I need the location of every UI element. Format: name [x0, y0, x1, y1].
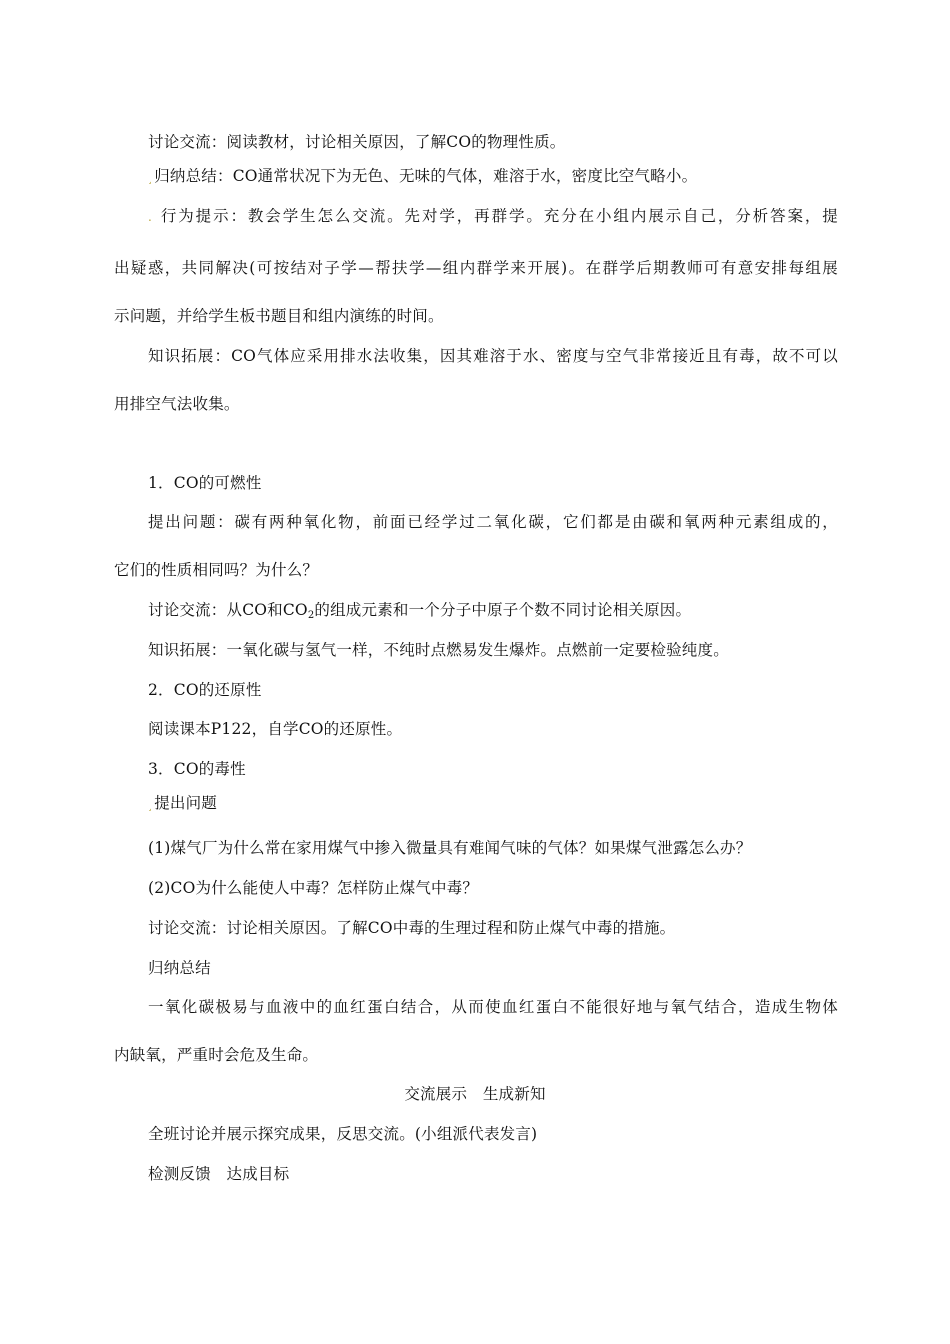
paragraph-summary-label	[148, 958, 211, 978]
paragraph-discussion-poisoning	[148, 918, 675, 938]
paragraph-text: 内缺氧，严重时会危及生命。	[114, 1046, 319, 1064]
heading-text: 交流展示 生成新知	[404, 1085, 546, 1103]
revision-mark-icon: ˼	[148, 797, 153, 811]
paragraph-text: 全班讨论并展示探究成果，反思交流。(小组派代表发言)	[148, 1125, 538, 1143]
paragraph-knowledge-explosion	[148, 640, 729, 660]
paragraph-text: 提出问题：碳有两种氧化物，前面已经学过二氧化碳，它们都是由碳和氧两种元素组成的，	[148, 513, 838, 531]
paragraph-text: 示问题，并给学生板书题目和组内演练的时间。	[114, 307, 444, 325]
paragraph-text: 知识拓展：一氧化碳与氢气一样，不纯时点燃易发生爆炸。点燃前一定要检验纯度。	[148, 641, 729, 659]
paragraph-summary-hemoglobin-line2	[114, 1045, 318, 1065]
paragraph-question-1	[148, 838, 751, 858]
paragraph-text: 归纳总结	[148, 959, 211, 977]
paragraph-summary-hemoglobin-line1	[148, 997, 838, 1017]
paragraph-raise-question	[148, 793, 217, 814]
heading-text: 1．CO的可燃性	[148, 474, 262, 492]
paragraph-text: 出疑惑，共同解决(可按结对子学—帮扶学—组内群学来开展)。在群学后期教师可有意安排每组展	[114, 259, 838, 277]
paragraph-text: 讨论交流：讨论相关原因。了解CO中毒的生理过程和防止煤气中毒的措施。	[148, 919, 676, 937]
paragraph-text: 知识拓展：CO气体应采用排水法收集，因其难溶于水、密度与空气非常接近且有毒，故不可以	[148, 347, 838, 365]
paragraph-text: 行为提示：教会学生怎么交流。先对学，再群学。充分在小组内展示自己，分析答案，提	[160, 207, 838, 225]
subscript-two: 2	[307, 610, 315, 621]
paragraph-text: 阅读课本P122，自学CO的还原性。	[148, 720, 403, 738]
paragraph-text: 检测反馈 达成目标	[148, 1165, 290, 1183]
paragraph-question-oxides-line1	[148, 512, 838, 532]
paragraph-text: 它们的性质相同吗？为什么？	[114, 561, 319, 579]
revision-mark-icon: ˼	[148, 170, 153, 184]
heading-toxicity	[148, 759, 246, 779]
paragraph-text: (1)煤气厂为什么常在家用煤气中掺入微量具有难闻气味的气体？如果煤气泄露怎么办？	[148, 839, 752, 857]
paragraph-text: 讨论交流：阅读教材，讨论相关原因，了解CO的物理性质。	[148, 133, 566, 151]
paragraph-knowledge-collection-line1	[148, 346, 838, 366]
paragraph-discussion-physical	[148, 132, 565, 152]
paragraph-detection-feedback	[148, 1164, 289, 1184]
paragraph-question-oxides-line2	[114, 560, 318, 580]
paragraph-read-textbook	[148, 719, 402, 739]
paragraph-class-discussion	[148, 1124, 537, 1144]
paragraph-behavior-hint-line3	[114, 306, 444, 326]
heading-text: 2．CO的还原性	[148, 681, 262, 699]
paragraph-text: 用排空气法收集。	[114, 395, 240, 413]
paragraph-text: 的组成元素和一个分子中原子个数不同讨论相关原因。	[314, 601, 692, 619]
heading-flammability	[148, 473, 262, 493]
paragraph-text: (2)CO为什么能使人中毒？怎样防止煤气中毒？	[148, 879, 479, 897]
paragraph-question-2	[148, 878, 478, 898]
paragraph-text: 提出问题	[154, 794, 218, 812]
paragraph-text: 归纳总结：CO通常状况下为无色、无味的气体，难溶于水，密度比空气略小。	[154, 167, 698, 185]
paragraph-summary-physical	[148, 166, 697, 187]
section-heading-exchange	[0, 1084, 950, 1104]
paragraph-behavior-hint-line1	[148, 206, 838, 227]
heading-reducibility	[148, 680, 262, 700]
paragraph-knowledge-collection-line2	[114, 394, 240, 414]
paragraph-text: 讨论交流：从CO和CO	[148, 601, 308, 619]
paragraph-discussion-composition	[148, 600, 691, 620]
revision-mark-icon: .	[148, 210, 153, 224]
paragraph-text: 一氧化碳极易与血液中的血红蛋白结合，从而使血红蛋白不能很好地与氧气结合，造成生物体	[148, 998, 838, 1016]
paragraph-behavior-hint-line2	[114, 258, 838, 278]
heading-text: 3．CO的毒性	[148, 760, 246, 778]
